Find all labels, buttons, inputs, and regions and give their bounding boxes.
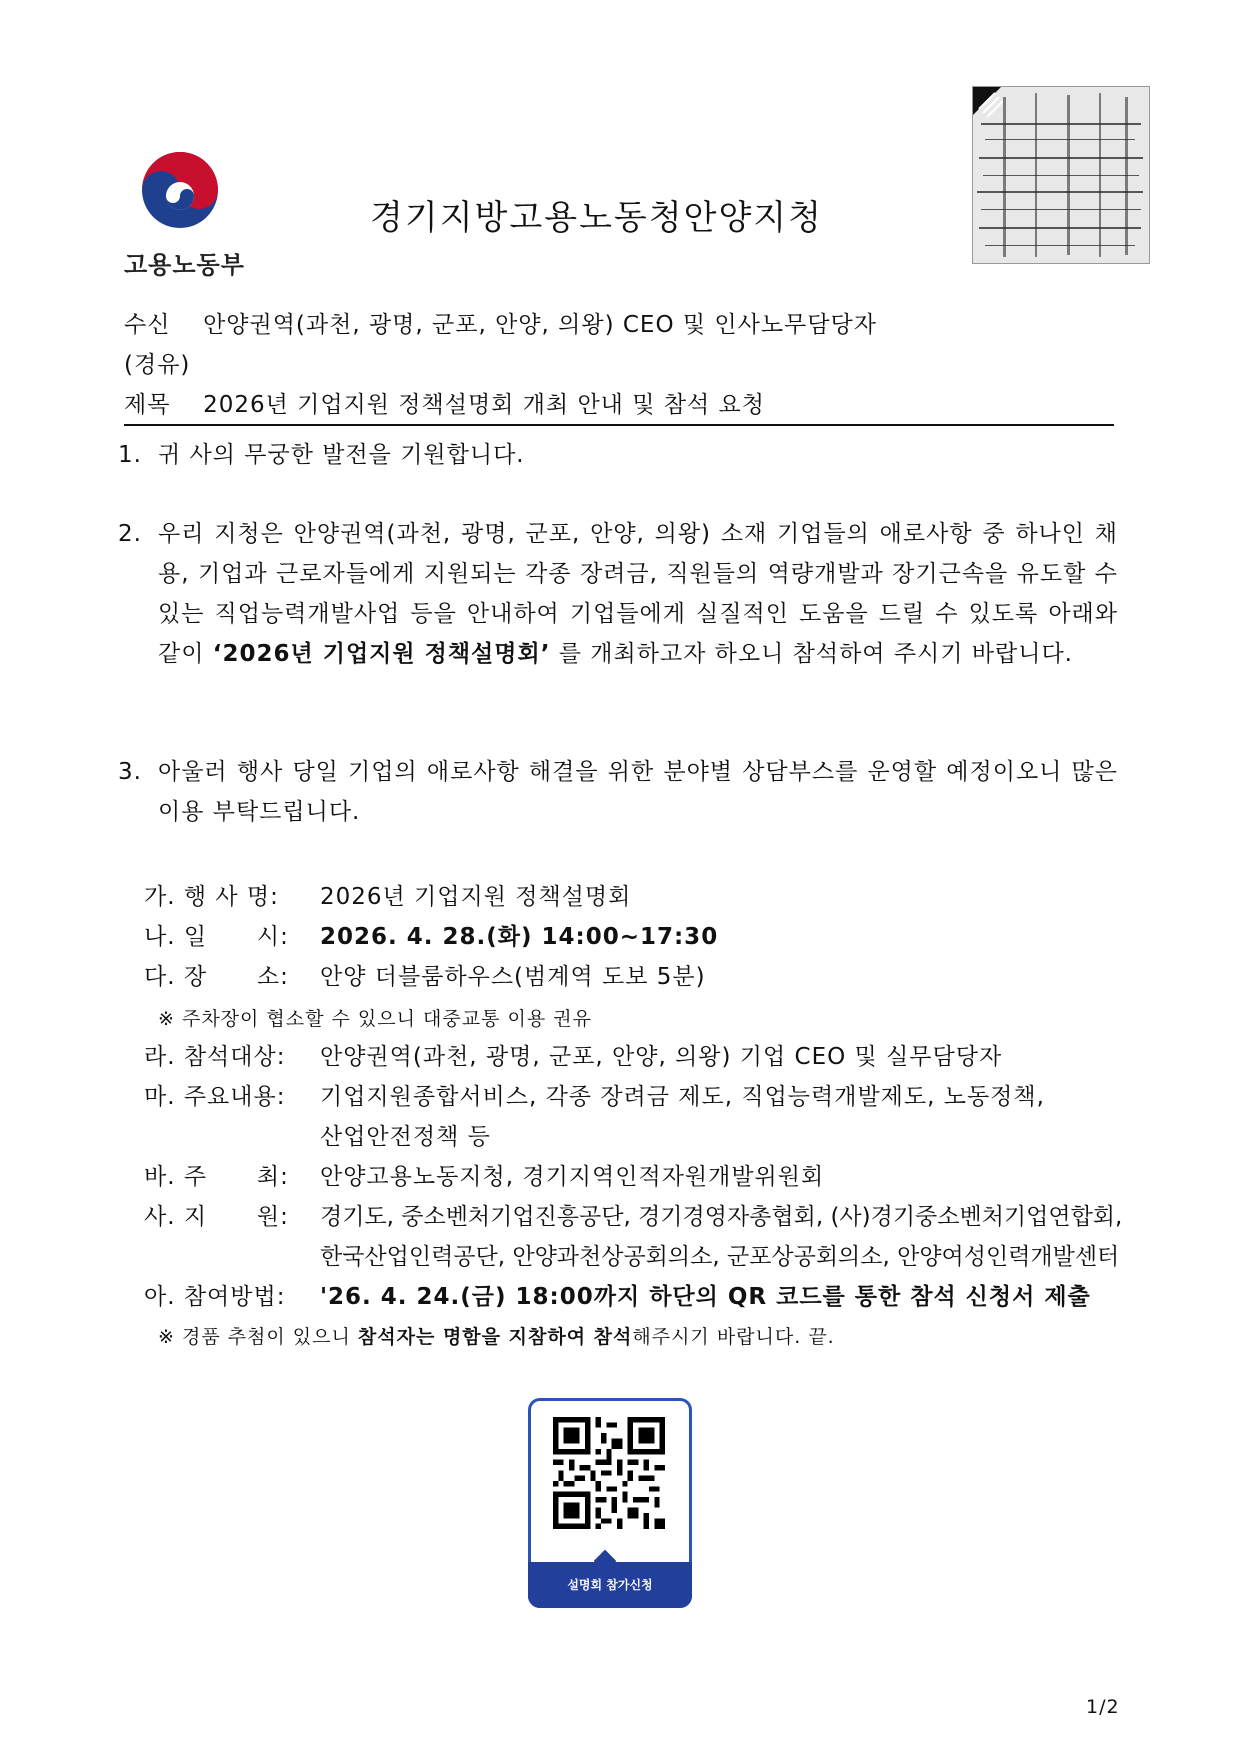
- detail-support: [144, 1198, 1122, 1231]
- detail-venue: [144, 958, 706, 991]
- paragraph-text: [158, 514, 1118, 674]
- recipient-row: [124, 306, 877, 339]
- subject-row: [124, 386, 765, 419]
- note-text-b: 해주시기 바랍니다. 끝.: [632, 1326, 835, 1348]
- detail-label: 가. 행 사 명:: [144, 884, 279, 910]
- detail-audience: [144, 1038, 1002, 1071]
- note-text-bold: 참석자는 명함을 지참하여 참석: [357, 1326, 633, 1348]
- paragraph-text: 아울러 행사 당일 기업의 애로사항 해결을 위한 분야별 상담부스를 운영할 예정이오니 많은 이용 부탁드립니다.: [158, 759, 1118, 825]
- via-row: (경유): [124, 352, 191, 378]
- subject-value: 2026년 기업지원 정책설명회 개최 안내 및 참석 요청: [203, 392, 765, 418]
- detail-value: 안양 더블룸하우스(범계역 도보 5분): [320, 964, 706, 990]
- paragraph-1: [118, 435, 1118, 475]
- detail-value: 안양고용노동지청, 경기지역인적자원개발위원회: [320, 1164, 825, 1190]
- paragraph-3: [118, 752, 1118, 832]
- detail-value: 기업지원종합서비스, 각종 장려금 제도, 직업능력개발제도, 노동정책,: [320, 1084, 1045, 1110]
- paragraph-text: 귀 사의 무궁한 발전을 기원합니다.: [158, 442, 525, 468]
- parking-note: ※ 주차장이 협소할 수 있으니 대중교통 이용 권유: [158, 1008, 592, 1030]
- detail-label: 사. 지 원:: [144, 1204, 289, 1230]
- detail-value: 안양권역(과천, 광명, 군포, 안양, 의왕) 기업 CEO 및 실무담당자: [320, 1044, 1003, 1070]
- document-code-image: [972, 86, 1150, 264]
- page-number: 1/2: [1086, 1696, 1120, 1718]
- paragraph-number: 1.: [118, 442, 142, 468]
- qr-code-icon[interactable]: [553, 1417, 665, 1529]
- detail-label: 라. 참석대상:: [144, 1044, 286, 1070]
- detail-value: 2026년 기업지원 정책설명회: [320, 884, 632, 910]
- registration-label[interactable]: 설명회 참가신청: [567, 1578, 653, 1592]
- detail-label: 마. 주요내용:: [144, 1084, 286, 1110]
- paragraph-2: [118, 514, 1118, 674]
- paragraph-number: 3.: [118, 759, 142, 785]
- detail-label: 다. 장 소:: [144, 964, 289, 990]
- detail-content-cont: 산업안전정책 등: [320, 1124, 491, 1150]
- recipient-value: 안양권역(과천, 광명, 군포, 안양, 의왕) CEO 및 인사노무담당자: [203, 312, 877, 338]
- detail-label: 아. 참여방법:: [144, 1284, 286, 1310]
- registration-qr-card[interactable]: [528, 1398, 692, 1608]
- paragraph-number: 2.: [118, 521, 142, 547]
- detail-support-cont: 한국산업인력공단, 안양과천상공회의소, 군포상공회의소, 안양여성인력개발센터: [320, 1244, 1120, 1270]
- detail-content: [144, 1078, 1045, 1111]
- detail-value: 경기도, 중소벤처기업진흥공단, 경기경영자총협회, (사)경기중소벤처기업연합회,: [320, 1204, 1123, 1230]
- detail-date: [144, 918, 718, 951]
- recipient-label: 수신: [124, 312, 171, 338]
- detail-value: 2026. 4. 28.(화) 14:00~17:30: [320, 924, 719, 950]
- document-title: 경기지방고용노동청안양지청: [370, 198, 823, 238]
- detail-value: '26. 4. 24.(금) 18:00까지 하단의 QR 코드를 통한 참석 신청서 제출: [320, 1284, 1091, 1310]
- detail-label: 바. 주 최:: [144, 1164, 289, 1190]
- note-text-a: ※ 경품 추첨이 있으니: [158, 1326, 351, 1348]
- detail-label: 나. 일 시:: [144, 924, 289, 950]
- subject-label: 제목: [124, 392, 171, 418]
- detail-method: [144, 1278, 1091, 1311]
- detail-event-name: [144, 878, 631, 911]
- header-divider: [124, 424, 1114, 426]
- event-name-emphasis: ‘2026년 기업지원 정책설명회’: [212, 641, 551, 667]
- business-card-note: [158, 1322, 835, 1349]
- paragraph-text-b: 를 개최하고자 하오니 참석하여 주시기 바랍니다.: [558, 641, 1073, 667]
- paragraph-text-a: 우리 지청은 안양권역(과천, 광명, 군포, 안양, 의왕) 소재 기업들의 애로사항 중 하나인 채용, 기업과 근로자들에게 지원되는 각종 장려금, 직원들의 역량개발과 장기근속을 유도할 수 있는 직업능력개발사업 등을 안내하여 기업들에게 실질적인 도움을 드릴 수 있도록 아래와 같이: [158, 521, 1118, 667]
- detail-host: [144, 1158, 824, 1191]
- ministry-logo-label: 고용노동부: [124, 251, 245, 279]
